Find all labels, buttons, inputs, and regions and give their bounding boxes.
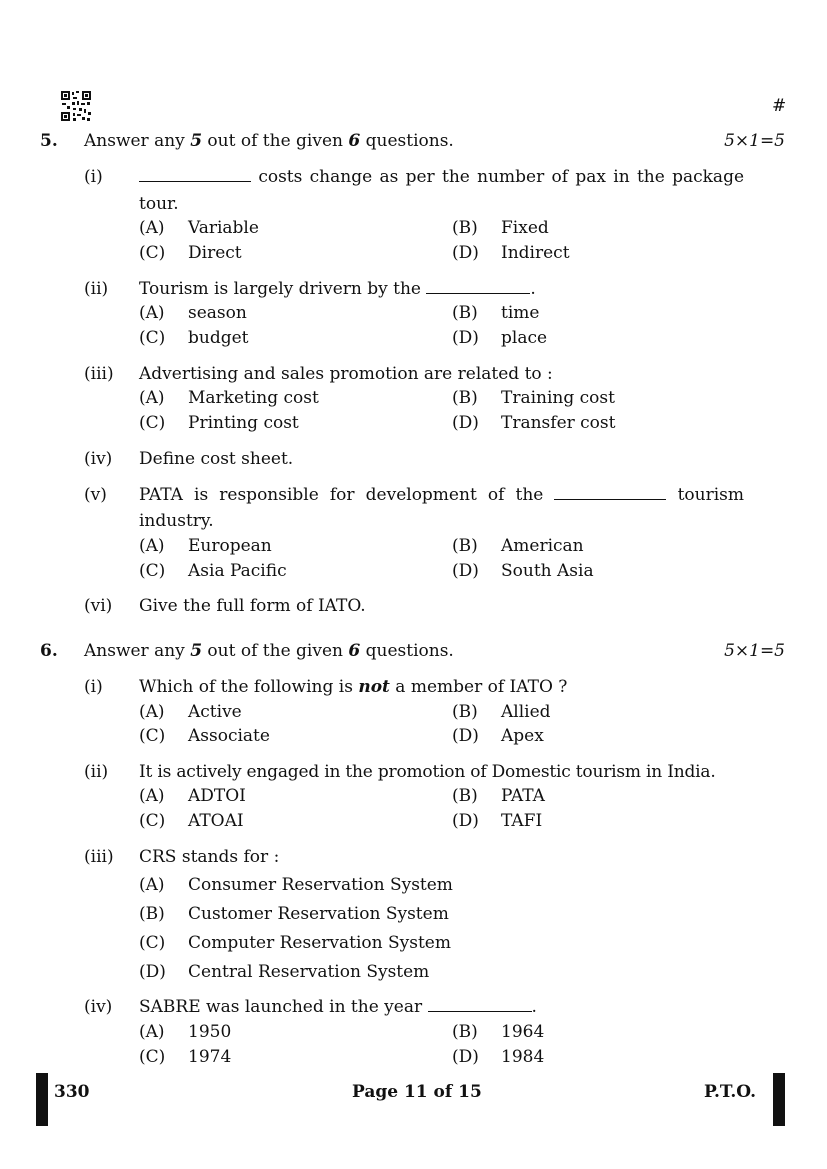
q5-ii-option-c-key: (C) <box>139 328 166 348</box>
q5-v-option-d-key: (D) <box>452 561 479 581</box>
footer-paper-code: 330 <box>54 1082 90 1102</box>
q6-i-option-d: Apex <box>501 726 544 746</box>
q5-iii-option-d: Transfer cost <box>501 413 616 433</box>
q6-ii-option-c-key: (C) <box>139 811 166 831</box>
q5-iii-option-a: Marketing cost <box>188 388 319 408</box>
q5-i-option-d: Indirect <box>501 243 570 263</box>
q5-ii-option-a: season <box>188 303 247 323</box>
q5-iii-number: (iii) <box>84 364 114 384</box>
q6-iii-question: CRS stands for : <box>139 847 280 867</box>
footer-left-bar <box>36 1073 48 1126</box>
q6-ii-option-d-key: (D) <box>452 811 479 831</box>
q6-number: 6. <box>40 641 58 661</box>
q5-ii-option-a-key: (A) <box>139 303 165 323</box>
q5-ii-question: Tourism is largely drivern by the . <box>139 279 536 299</box>
q5-i-number: (i) <box>84 167 103 187</box>
q6-iv-question: SABRE was launched in the year . <box>139 997 537 1017</box>
q6-iv-option-b: 1964 <box>501 1022 545 1042</box>
q5-number: 5. <box>40 131 58 151</box>
q5-marks: 5×1=5 <box>724 131 785 151</box>
q6-ii-number: (ii) <box>84 762 109 782</box>
q5-v-option-c-key: (C) <box>139 561 166 581</box>
q6-marks: 5×1=5 <box>724 641 785 661</box>
q5-vi-question: Give the full form of IATO. <box>139 596 366 616</box>
q5-v-option-b: American <box>501 536 584 556</box>
q5-ii-number: (ii) <box>84 279 109 299</box>
q6-ii-option-b-key: (B) <box>452 786 478 806</box>
answer-blank <box>139 167 251 182</box>
q5-v-number: (v) <box>84 485 107 505</box>
footer-page-number: Page 11 of 15 <box>352 1082 482 1102</box>
q6-i-option-a: Active <box>188 702 242 722</box>
q6-i-option-a-key: (A) <box>139 702 165 722</box>
q6-iii-option-c-key: (C) <box>139 933 166 953</box>
q6-ii-question: It is actively engaged in the promotion of Domestic tourism in India. <box>139 762 716 782</box>
q6-iii-number: (iii) <box>84 847 114 867</box>
q5-iii-option-c: Printing cost <box>188 413 299 433</box>
q5-vi-number: (vi) <box>84 596 113 616</box>
q6-iii-option-a-key: (A) <box>139 875 165 895</box>
q5-i-option-d-key: (D) <box>452 243 479 263</box>
q6-ii-option-d: TAFI <box>501 811 543 831</box>
q6-iv-option-c-key: (C) <box>139 1047 166 1067</box>
q6-iv-option-d-key: (D) <box>452 1047 479 1067</box>
q6-iv-option-c: 1974 <box>188 1047 232 1067</box>
q5-v-question: PATA is responsible for development of the tourism <box>139 485 744 505</box>
q5-i-option-a-key: (A) <box>139 218 165 238</box>
q5-v-option-b-key: (B) <box>452 536 478 556</box>
q6-i-question: Which of the following is not a member of IATO ? <box>139 677 568 697</box>
q5-iii-option-d-key: (D) <box>452 413 479 433</box>
q5-i-option-b: Fixed <box>501 218 549 238</box>
q5-i-option-b-key: (B) <box>452 218 478 238</box>
q6-ii-option-a-key: (A) <box>139 786 165 806</box>
q6-iv-option-a: 1950 <box>188 1022 232 1042</box>
q5-v-option-a-key: (A) <box>139 536 165 556</box>
q6-iv-option-a-key: (A) <box>139 1022 165 1042</box>
q6-ii-option-c: ATOAI <box>188 811 244 831</box>
q5-ii-option-d: place <box>501 328 548 348</box>
q6-i-option-b: Allied <box>501 702 551 722</box>
q5-iii-option-b-key: (B) <box>452 388 478 408</box>
q6-i-number: (i) <box>84 677 103 697</box>
q5-v-question-line2: industry. <box>139 511 214 531</box>
footer-right-bar <box>773 1073 785 1126</box>
answer-blank <box>426 279 530 294</box>
q6-i-option-d-key: (D) <box>452 726 479 746</box>
q6-instruction: Answer any 5 out of the given 6 questions. <box>84 641 454 661</box>
q6-i-option-c-key: (C) <box>139 726 166 746</box>
q5-i-question: costs change as per the number of pax in the package <box>139 167 744 187</box>
answer-blank <box>428 997 532 1012</box>
q5-iv-number: (iv) <box>84 449 113 469</box>
q6-i-option-b-key: (B) <box>452 702 478 722</box>
q6-iii-option-d: Central Reservation System <box>188 962 430 982</box>
q6-iii-option-b-key: (B) <box>139 904 165 924</box>
q6-ii-option-b: PATA <box>501 786 545 806</box>
q5-instruction: Answer any 5 out of the given 6 questions. <box>84 131 454 151</box>
q6-iv-option-d: 1984 <box>501 1047 545 1067</box>
q6-iv-option-b-key: (B) <box>452 1022 478 1042</box>
q5-iii-question: Advertising and sales promotion are related to : <box>139 364 553 384</box>
q5-v-option-a: European <box>188 536 272 556</box>
q5-iv-question: Define cost sheet. <box>139 449 294 469</box>
q5-iii-option-b: Training cost <box>501 388 615 408</box>
footer-pto: P.T.O. <box>704 1082 756 1102</box>
answer-blank <box>554 485 666 500</box>
q5-ii-option-c: budget <box>188 328 249 348</box>
q5-ii-option-d-key: (D) <box>452 328 479 348</box>
q6-iv-number: (iv) <box>84 997 113 1017</box>
q5-i-question-line2: tour. <box>139 194 179 214</box>
q5-ii-option-b: time <box>501 303 540 323</box>
q6-iii-option-b: Customer Reservation System <box>188 904 449 924</box>
q5-i-option-c: Direct <box>188 243 242 263</box>
q6-iii-option-c: Computer Reservation System <box>188 933 451 953</box>
qr-code-icon <box>60 90 92 122</box>
q5-ii-option-b-key: (B) <box>452 303 478 323</box>
q5-iii-option-c-key: (C) <box>139 413 166 433</box>
page-hash: # <box>772 96 787 116</box>
q6-i-option-c: Associate <box>188 726 270 746</box>
q5-v-option-d: South Asia <box>501 561 594 581</box>
q5-i-option-a: Variable <box>188 218 259 238</box>
q6-iii-option-d-key: (D) <box>139 962 166 982</box>
q5-i-option-c-key: (C) <box>139 243 166 263</box>
q5-v-option-c: Asia Pacific <box>188 561 287 581</box>
q6-iii-option-a: Consumer Reservation System <box>188 875 453 895</box>
q6-ii-option-a: ADTOI <box>188 786 246 806</box>
q5-iii-option-a-key: (A) <box>139 388 165 408</box>
